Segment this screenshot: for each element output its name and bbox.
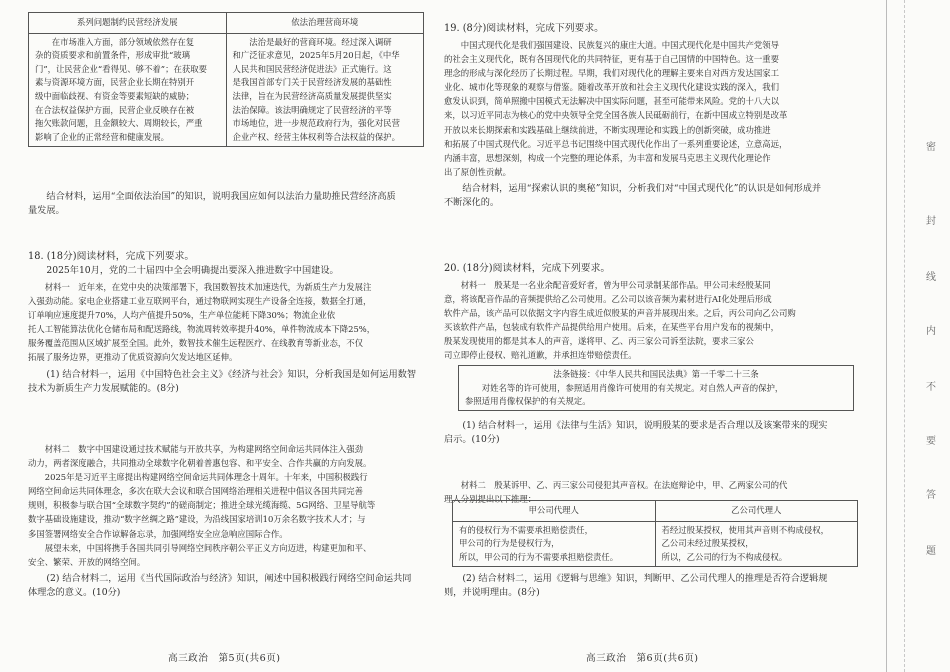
text-line: 买该软件产品，包装成有软件产品提供给用户使用。后来，在某些平台用户发布的视频中， [444, 322, 779, 333]
cell-line: 若经过殷某授权，使用其声音则不构成侵权， [661, 524, 829, 535]
q20-task-2 [444, 572, 860, 601]
text-line: 数字基础设施建设，推动“数字丝绸之路”建设，为沿线国家培训10万余名数字技术人才；与 [28, 514, 366, 525]
cell-line: 影响了企业的正常经营和健康发展。 [35, 131, 169, 142]
table-cell-lawgovernance [226, 33, 424, 147]
table-cell-problems [29, 33, 227, 147]
text-line: 司立即停止侵权、赔礼道歉，并承担连带赔偿责任。 [444, 350, 637, 361]
text-line: 展望未来，中国将携手各国共同引导网络空间秩序朝公平正义方向迈进，构建更加和平、 [44, 542, 372, 553]
text-line: 参照适用肖像权保护的有关规定。 [465, 396, 591, 407]
q20-heading: 20. (18分)阅读材料，完成下列要求。 [444, 263, 611, 274]
text-line: 内涵丰富，思想深刻，构成一个完整的理论体系，为丰富和发展马克思主义现代化理论作 [444, 152, 771, 163]
text-line: 材料二 数字中国建设通过技术赋能与开放共享，为构建网络空间命运共同体注入强劲 [44, 444, 364, 454]
text-line: (2) 结合材料二，运用《逻辑与思维》知识，判断甲、乙公司代理人的推理是否符合逻辑规 [462, 573, 828, 584]
text-line: 业化、城市化等现象的观察与借鉴。随着改革开放和社会主义现代化建设实践的深入，我们 [444, 82, 779, 93]
text-line: 启示。(10分) [444, 434, 500, 446]
left-page [0, 0, 436, 672]
table-header-yi: 乙公司代理人 [655, 501, 858, 522]
q18-task-2 [28, 572, 428, 601]
cell-line: 有的侵权行为不需要承担赔偿责任， [459, 524, 593, 535]
text-line: 材料一 近年来，在党中央的决策部署下，我国数智技术加速迭代，为新质生产力发展注 [44, 282, 372, 292]
text-line: 材料一 殷某是一名业余配音爱好者，曾为甲公司录制某部作品。甲公司未经殷某同 [460, 280, 771, 290]
text-line: 结合材料，运用“全面依法治国”的知识，说明我国应如何以法治力量助推民营经济高质 [46, 191, 396, 202]
q19-heading: 19. (8分)阅读材料，完成下列要求。 [444, 23, 604, 34]
text-line: 软件产品，该产品可以依据文字内容生成近似殷某的声音并展现出来。之后，丙公司向乙公司购 [444, 308, 796, 319]
text-line: 订单响应速度提升70%，人均产值提升50%，生产单位能耗下降30%；物流企业依 [28, 310, 336, 321]
text-line: 技术为新质生产力发展赋能的。(8分) [28, 383, 179, 395]
seal-char: 答 [926, 490, 936, 501]
cell-line: 法治是最好的营商环境。经过深入调研 [249, 36, 392, 47]
cell-line: 在合法权益保护方面，民营企业反映存在被 [35, 104, 195, 115]
law-comparison-table [28, 12, 424, 147]
text-line: 动力，两者深度融合，共同推动全球数字化朝着普惠包容、和平安全、合作共赢的方向发展。 [28, 458, 372, 469]
text-line: (1) 结合材料一，运用《中国特色社会主义》《经济与社会》知识，分析我国是如何运用数智 [46, 369, 417, 380]
text-line: 愈发认识到，简单照搬中国模式无法解决中国实际问题，甚至可能带来风险。党的十八大以 [444, 96, 779, 107]
page-footer-5: 高三政治 第5页(共6页) [168, 653, 281, 664]
text-line: 理念的形成与深化经历了长期过程。早期，我们对现代化的理解主要来自对西方发达国家工 [444, 68, 779, 79]
law-link-title: 法条链接：《中华人民共和国民法典》第一千零二十三条 [553, 369, 759, 379]
text-line: 结合材料，运用“探索认识的奥秘”知识，分析我们对“中国式现代化”的认识是如何形成并 [462, 183, 822, 194]
q20-material-1 [444, 278, 860, 363]
text-line: 拓展了服务边界，更推动了优质资源向欠发达地区延伸。 [28, 352, 238, 363]
q19-material [444, 38, 860, 179]
text-line: 量发展。 [28, 205, 65, 217]
text-line: 则，并说明理由。(8分) [444, 587, 540, 599]
cell-line: 和广泛征求意见，2025年5月20日起，《中华 [232, 50, 400, 61]
reasoning-table [452, 500, 858, 567]
text-line: 网络空间命运共同体理念，多次在联大会议和联合国网络治理相关进程中倡议各国共同完善 [28, 486, 363, 497]
seal-char: 不 [926, 382, 936, 393]
table-header-2: 依法治理营商环境 [226, 13, 424, 34]
text-line: 殷某发现使用的都是其本人的声音，遂将甲、乙、丙三家公司诉至法院，要求三家公 [444, 336, 754, 347]
table-cell-jia [453, 521, 656, 567]
text-line: 安全、繁荣、开放的网络空间。 [28, 556, 146, 567]
text-line: 开放以来长期探索和实践基础上继续前进，不断实现理论和实践上的创新突破，成功推进 [444, 124, 771, 135]
cell-line: 素与资源环境方面，民营企业长期在特别开 [35, 77, 195, 88]
cell-line: 门”，让民营企业“看得见、够不着”；在获取要 [35, 63, 207, 74]
seal-char: 封 [926, 216, 936, 227]
seal-char: 密 [926, 142, 936, 153]
cell-line: 人民共和国民营经济促进法》正式施行。这 [232, 63, 392, 74]
q18-heading: 18. (18分)阅读材料，完成下列要求。 [28, 251, 195, 262]
page-footer-6: 高三政治 第6页(共6页) [586, 653, 699, 664]
text-line: (2) 结合材料二，运用《当代国际政治与经济》知识，阐述中国积极践行网络空间命运共同 [46, 573, 412, 584]
text-line: (1) 结合材料一，运用《法律与生活》知识，说明殷某的要求是否合理以及该案带来的现实 [462, 420, 828, 431]
table-header-jia: 甲公司代理人 [453, 501, 656, 522]
binding-margin [864, 0, 950, 672]
text-line: 对姓名等的许可使用，参照适用肖像许可使用的有关规定。对自然人声音的保护， [481, 382, 784, 393]
text-line: 体理念的意义。(10分) [28, 587, 121, 599]
seal-char: 内 [926, 326, 936, 337]
margin-rule [886, 0, 887, 672]
cell-line: 市场地位，进一步规范政府行为，强化对民营 [232, 118, 400, 129]
right-page [436, 0, 864, 672]
text-line: 2025年是习近平主席提出构建网络空间命运共同体理念十周年。十年来，中国积极践行 [44, 472, 368, 483]
cell-line: 拖欠账款问题，且金额较大、周期较长，严重 [35, 118, 203, 129]
text-line: 服务覆盖范围从区域扩展至全国。此外，数智技术催生远程医疗、在线教育等新业态，不仅 [28, 338, 363, 349]
cell-line: 乙公司未经过殷某授权， [661, 538, 754, 549]
seal-line [904, 0, 905, 672]
text-line: 意，将该配音作品的音频提供给乙公司使用。乙公司以该音频为素材进行AI化处理后形成 [444, 294, 772, 305]
text-line: 多国签署网络安全合作谅解备忘录，加强网络安全应急响应国际合作。 [28, 528, 288, 539]
seal-char: 题 [926, 546, 936, 557]
cell-line: 所以，甲公司的行为不需要承担赔偿责任。 [459, 551, 619, 562]
text-line: 中国式现代化是我们强国建设、民族复兴的康庄大道。中国式现代化是中国共产党领导 [460, 40, 780, 50]
q18-material-2 [28, 442, 428, 569]
table-header-1: 系列问题制约民营经济发展 [29, 13, 227, 34]
q18-task-1 [28, 368, 428, 397]
q20-task-1 [444, 419, 860, 448]
text-line: 理人分别提出以下推理： [444, 494, 537, 505]
text-line: 出了原创性贡献。 [444, 166, 511, 177]
cell-line: 所以，乙公司的行为不构成侵权。 [661, 551, 788, 562]
cell-line: 级中面临歧视、有资金等要素短缺的威胁； [35, 90, 195, 101]
text-line: 规则，积极参与联合国“全球数字契约”的磋商制定；推进全球光缆海缆、5G网络、卫星导航等 [28, 500, 376, 511]
text-line: 来，以习近平同志为核心的党中央领导全党全国各族人民砥砺前行，在新中国成立特别是改革 [444, 110, 788, 121]
cell-line: 企业产权、经营主体权利等合法权益的保护。 [232, 131, 400, 142]
q18-material-1 [28, 280, 428, 365]
cell-line: 甲公司的行为是侵权行为， [459, 538, 560, 549]
text-line: 托人工智能算法优化仓储布局和配送路线，物流周转效率提升40%，单件物流成本下降25%， [28, 324, 376, 335]
text-line: 的社会主义现代化，既有各国现代化的共同特征，更有基于自己国情的中国特色。这一重要 [444, 54, 779, 65]
seal-char: 要 [926, 436, 936, 447]
text-line: 材料二 殷某诉甲、乙、丙三家公司侵犯其声音权。在法庭辩论中，甲、乙两家公司的代 [460, 480, 788, 490]
cell-line: 杂的资质要求和前置条件，形成审批“玻璃 [35, 50, 191, 61]
q17-task [28, 190, 428, 219]
text-line: 入强劲动能。家电企业搭建工业互联网平台，通过物联网实现生产设备全连接，数据全打通， [28, 296, 372, 307]
cell-line: 法治保障。该法明确规定了民营经济的平等 [232, 104, 392, 115]
q19-task [444, 182, 860, 211]
text-line: 不断深化的。 [444, 197, 500, 209]
cell-line: 是我国首部专门关于民营经济发展的基础性 [232, 77, 392, 88]
table-cell-yi [655, 521, 858, 567]
law-link-box [458, 365, 854, 411]
seal-char: 线 [926, 272, 936, 283]
cell-line: 在市场准入方面，部分领域依然存在复 [51, 36, 195, 47]
cell-line: 法律，旨在为民营经济高质量发展提供坚实 [232, 90, 392, 101]
q18-intro: 2025年10月，党的二十届四中全会明确提出要深入推进数字中国建设。 [46, 265, 339, 276]
text-line: 和拓展了中国式现代化。习近平总书记围绕中国式现代化作出了一系列重要论述，立意高远， [444, 138, 788, 149]
